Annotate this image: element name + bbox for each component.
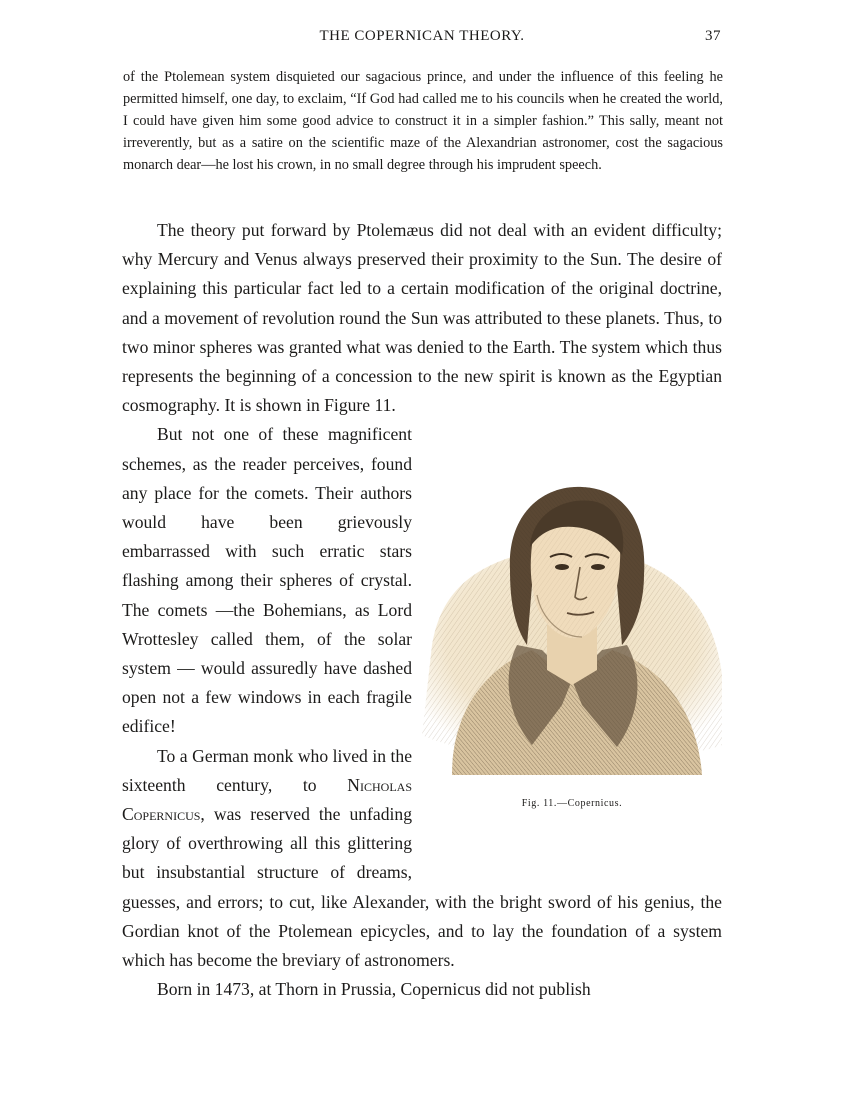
quoted-passage: of the Ptolemean system disquieted our sagacious prince, and under the influence of this feeling he permitted himself, one day, to exclaim, “If God had called me to his councils when he created the world, I could have given him some good advice to construct it in a simpler fashion.” This sally, meant not irreverently, but as a satire on the scientific maze of the Alexandrian astronomer, cost the sagacious monarch dear—he lost his crown, in no small degree through his imprudent speech. bbox=[123, 69, 723, 173]
paragraph-born-1473: Born in 1473, at Thorn in Prussia, Copernicus did not publish bbox=[157, 979, 591, 1000]
figure-11 bbox=[422, 449, 722, 867]
paragraph-comets: But not one of these magnificent schemes, as the reader perceives, found any place for the comets. Their authors would have been grievously embarrassed with such erratic stars flashing among their spheres of crystal. The comets —the Bohemians, as Lord Wrottesley called them, of the solar system — would assuredly have dashed open not a few windows in each fragile edifice! bbox=[122, 424, 412, 737]
copernicus-name: Nicholas Copernicus bbox=[122, 774, 412, 825]
figure-caption: Fig. 11.—Copernicus. bbox=[521, 798, 623, 810]
running-header bbox=[123, 28, 721, 50]
portrait-engraving-icon bbox=[422, 475, 722, 775]
paragraph-copernicus-lead: To a German monk who lived in the sixteenth century, to bbox=[122, 745, 412, 795]
body-text bbox=[122, 216, 722, 1004]
page-number: 37 bbox=[705, 28, 721, 44]
paragraph-copernicus-rest: , was reserved the unfading glory of overthrowing all this glittering but insubstantial structure of dreams, guesses, and errors; to cut, like Alexander, with the bright sword of his genius, the Gordian knot of the Ptolemean epicycles, and to lay the foundation of a system which has become the breviary of astronomers. bbox=[122, 804, 722, 971]
paragraph-egyptian-cosmography: The theory put forward by Ptolemæus did not deal with an evident difficulty; why Mercury and Venus always preserved their proximity to the Sun. The desire of explaining this particular fact led to a certain modification of the original doctrine, and a movement of revolution round the Sun was attributed to these planets. Thus, to two minor spheres was granted what was denied to the Earth. The system which thus represents the beginning of a concession to the new spirit is known as the Egyptian cosmography. It is shown in Figure 11. bbox=[122, 220, 722, 416]
chapter-title: THE COPERNICAN THEORY. bbox=[319, 28, 525, 44]
